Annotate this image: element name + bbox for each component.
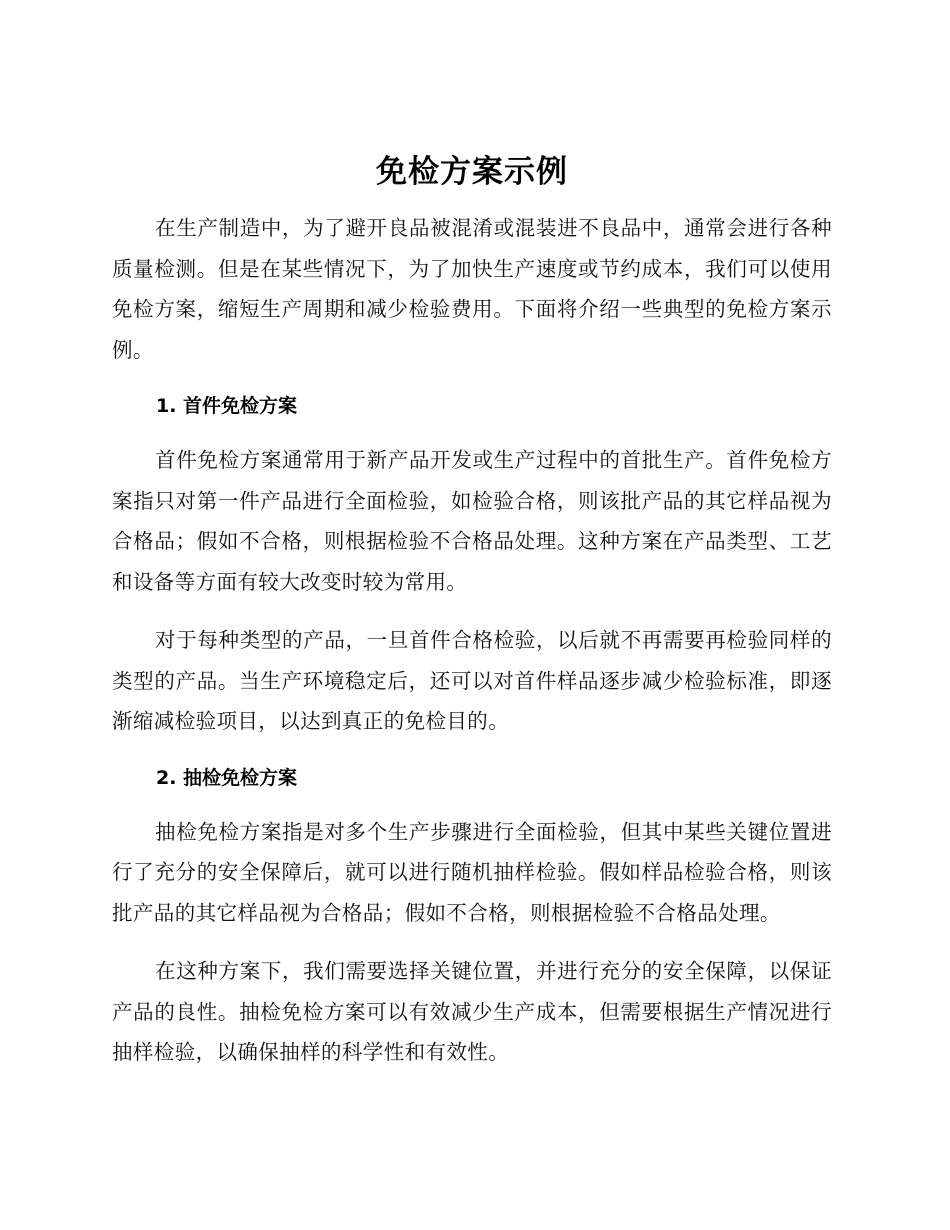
section-1-paragraph-1: 首件免检方案通常用于新产品开发或生产过程中的首批生产。首件免检方案指只对第一件产品进行全面检验，如检验合格，则该批产品的其它样品视为合格品；假如不合格，则根据检验不合格品处理。这种方案在产品类型、工艺和设备等方面有较大改变时较为常用。 [112,448,832,594]
intro-paragraph: 在生产制造中，为了避开良品被混淆或混装进不良品中，通常会进行各种质量检测。但是在某些情况下，为了加快生产速度或节约成本，我们可以使用免检方案，缩短生产周期和减少检验费用。下面将介绍一些典型的免检方案示例。 [112,216,832,362]
document-title: 免检方案示例 [376,154,568,190]
section-2-heading: 2. 抽检免检方案 [156,766,298,789]
section-1-paragraph-2: 对于每种类型的产品，一旦首件合格检验，以后就不再需要再检验同样的类型的产品。当生产环境稳定后，还可以对首件样品逐步减少检验标准，即逐渐缩减检验项目，以达到真正的免检目的。 [112,628,832,733]
section-1-heading: 1. 首件免检方案 [156,395,298,417]
section-2-paragraph-1: 抽检免检方案指是对多个生产步骤进行全面检验，但其中某些关键位置进行了充分的安全保障后，就可以进行随机抽样检验。假如样品检验合格，则该批产品的其它样品视为合格品；假如不合格，则根据检验不合格品处理。 [112,819,832,925]
section-2-paragraph-2: 在这种方案下，我们需要选择关键位置，并进行充分的安全保障，以保证产品的良性。抽检免检方案可以有效减少生产成本，但需要根据生产情况进行抽样检验，以确保抽样的科学性和有效性。 [112,959,832,1064]
section-2 [112,760,832,1073]
section-1 [112,388,832,742]
